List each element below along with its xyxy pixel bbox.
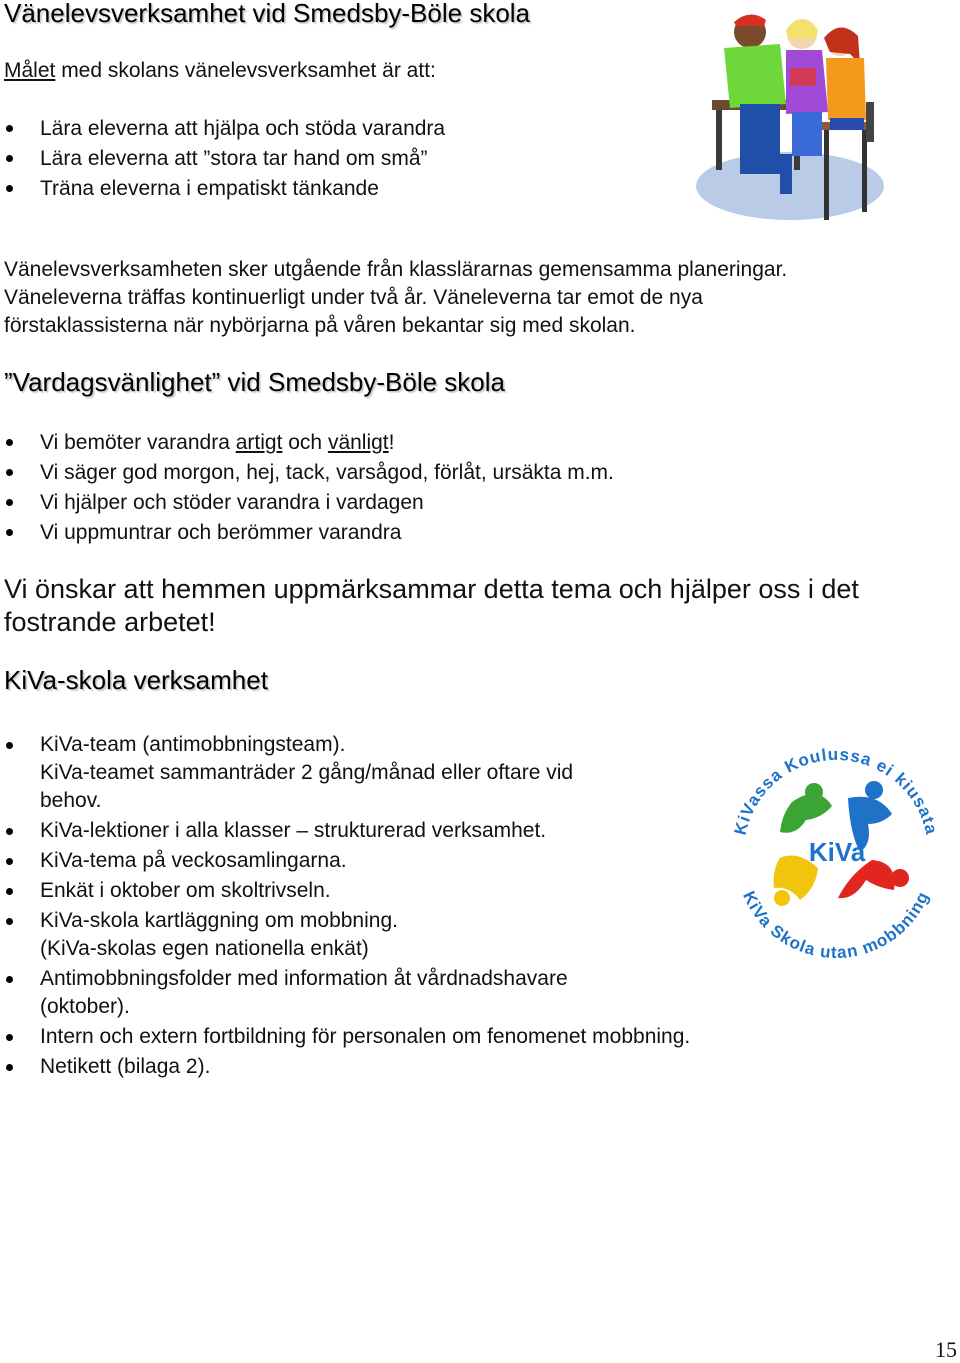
- list-item: Intern och extern fortbildning för personalen om fenomenet mobbning.: [0, 1023, 690, 1051]
- underlined-word: artigt: [235, 431, 283, 454]
- vardagsvanlighet-list: [0, 428, 614, 548]
- kiva-list: [0, 731, 690, 1081]
- list-item: KiVa-lektioner i alla klasser – strukturerad verksamhet.: [0, 817, 690, 845]
- section-title-vanelev: Vänelevsverksamhet vid Smedsby-Böle skola: [4, 0, 531, 28]
- list-item: [0, 907, 690, 963]
- children-illustration: [690, 4, 895, 226]
- paragraph-line: förstaklassisterna när nybörjarna på våren bekantar sig med skolan.: [4, 314, 636, 337]
- list-item: Vi säger god morgon, hej, tack, varsågod, förlåt, ursäkta m.m.: [0, 458, 614, 488]
- paragraph-line: Vi önskar att hemmen uppmärksammar detta tema och hjälper oss i det: [4, 574, 859, 604]
- item-line: Antimobbningsfolder med information åt vårdnadshavare: [40, 967, 568, 990]
- item-text: Vi bemöter varandra: [40, 431, 236, 454]
- list-item: Träna eleverna i empatiskt tänkande: [0, 174, 445, 204]
- vanelev-paragraph: [4, 256, 787, 340]
- item-line: (oktober).: [40, 995, 130, 1018]
- section-title-kiva: KiVa-skola verksamhet: [4, 665, 268, 695]
- list-item: KiVa-tema på veckosamlingarna.: [0, 847, 690, 875]
- item-text: och: [282, 431, 328, 454]
- item-line: KiVa-skola kartläggning om mobbning.: [40, 909, 398, 932]
- logo-ring-bottom: KiVa Skola utan mobbning: [739, 888, 933, 963]
- item-line: (KiVa-skolas egen nationella enkät): [40, 937, 369, 960]
- paragraph-line: Väneleverna träffas kontinuerligt under två år. Väneleverna tar emot de nya: [4, 286, 703, 309]
- svg-text:KiVassa Koulussa ei kiusata: [731, 745, 942, 837]
- list-item: Vi hjälper och stöder varandra i vardagen: [0, 488, 614, 518]
- intro-rest: med skolans vänelevsverksamhet är att:: [55, 59, 436, 82]
- closing-paragraph: [4, 573, 859, 639]
- list-item: Netikett (bilaga 2).: [0, 1053, 690, 1081]
- intro-underlined-word: Målet: [4, 59, 56, 82]
- list-item: [0, 731, 690, 815]
- svg-text:KiVa Skola utan mobbning: [739, 888, 933, 962]
- list-item: Lära eleverna att hjälpa och stöda varandra: [0, 114, 445, 144]
- underlined-word: vänligt: [327, 431, 389, 454]
- logo-center-text: KiVa: [808, 837, 866, 867]
- page-number: 15: [935, 1337, 957, 1362]
- item-text: !: [388, 431, 395, 454]
- paragraph-line: Vänelevsverksamheten sker utgående från klasslärarnas gemensamma planeringar.: [4, 258, 788, 281]
- list-item: Enkät i oktober om skoltrivseln.: [0, 877, 690, 905]
- list-item: [0, 428, 614, 458]
- item-line: KiVa-team (antimobbningsteam).: [40, 733, 346, 756]
- goals-list: [0, 114, 445, 204]
- list-item: Lära eleverna att ”stora tar hand om små”: [0, 144, 445, 174]
- item-line: behov.: [40, 789, 102, 812]
- section-title-vardagsvanlighet: ”Vardagsvänlighet” vid Smedsby-Böle skola: [4, 367, 505, 397]
- intro-text: [4, 57, 436, 85]
- list-item: Vi uppmuntrar och berömmer varandra: [0, 518, 614, 548]
- kiva-logo: [722, 740, 952, 965]
- logo-ring-top: KiVassa Koulussa ei kiusata: [730, 744, 942, 837]
- item-line: KiVa-teamet sammanträder 2 gång/månad eller oftare vid: [40, 761, 574, 784]
- paragraph-line: fostrande arbetet!: [4, 607, 216, 637]
- list-item: [0, 965, 690, 1021]
